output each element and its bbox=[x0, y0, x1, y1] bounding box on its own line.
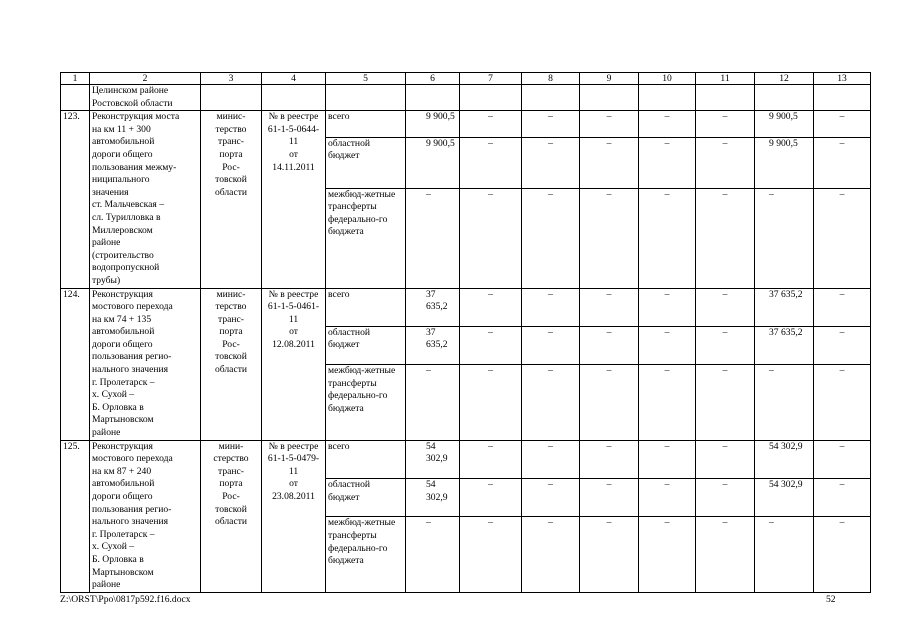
customer bbox=[201, 111, 262, 288]
value-cell-c7: – bbox=[460, 326, 522, 364]
value-cell-c11: – bbox=[696, 111, 755, 137]
registry-entry-line: 61-1-5-0644- bbox=[267, 123, 320, 135]
value-cell-c12: 9 900,5 bbox=[755, 137, 814, 188]
value-cell-c13: – bbox=[814, 111, 871, 137]
header-cell: 2 bbox=[90, 73, 201, 85]
object-name bbox=[90, 440, 201, 592]
value-cell-c10: – bbox=[639, 440, 696, 478]
header-cell: 1 bbox=[61, 73, 90, 85]
object-name-line: автомобильной bbox=[92, 136, 155, 148]
object-name-line: районе bbox=[92, 237, 121, 249]
object-name-line: Миллеровском bbox=[92, 224, 153, 236]
registry-entry-line: № в реестре bbox=[268, 440, 319, 452]
registry-entry-line: 11 bbox=[288, 313, 299, 325]
registry-entry-line: № в реестре bbox=[268, 111, 319, 123]
value-cell-c7: – bbox=[460, 137, 522, 188]
customer-line: товской bbox=[215, 351, 247, 363]
object-name-line: Б. Орловка в bbox=[92, 401, 144, 413]
registry-entry bbox=[262, 111, 326, 288]
value-cell-c9: – bbox=[580, 365, 639, 440]
value-cell-c9: – bbox=[580, 517, 639, 592]
table-row bbox=[61, 111, 871, 137]
value-cell-c7: – bbox=[460, 288, 522, 326]
value-cell-c8: – bbox=[522, 326, 580, 364]
object-name-line: г. Пролетарск – bbox=[92, 376, 155, 388]
customer bbox=[201, 288, 262, 440]
object-name-line: пользования межму- bbox=[92, 161, 177, 173]
budget-table bbox=[60, 72, 871, 593]
value-cell-c10: – bbox=[639, 326, 696, 364]
object-name-line: Б. Орловка в bbox=[92, 553, 144, 565]
value-cell-c13: – bbox=[814, 188, 871, 288]
funding-source: межбюд-жетные трансферты федерально-го бюджета bbox=[326, 188, 406, 288]
object-name-line: пользования регио- bbox=[92, 351, 172, 363]
value-cell-c9: – bbox=[580, 111, 639, 137]
value-cell-c13: – bbox=[814, 517, 871, 592]
registry-entry-line: 12.08.2011 bbox=[272, 338, 315, 350]
value-cell-c6: 37 635,2 bbox=[406, 288, 460, 326]
value-cell-c10: – bbox=[639, 517, 696, 592]
object-name-line: на км 11 + 300 bbox=[92, 123, 151, 135]
row-number: 124. bbox=[61, 288, 90, 440]
registry-entry-line: 23.08.2011 bbox=[272, 491, 315, 502]
registry-entry-line: от bbox=[289, 478, 298, 490]
funding-source: межбюд-жетные трансферты федерально-го бюджета bbox=[326, 517, 406, 592]
value-cell-c8: – bbox=[522, 111, 580, 137]
customer-line: области bbox=[214, 186, 248, 198]
header-cell: 4 bbox=[262, 73, 326, 85]
customer-line: товской bbox=[215, 503, 247, 515]
value-cell-c11: – bbox=[696, 479, 755, 517]
value-cell-c6: 54 302,9 bbox=[406, 440, 460, 478]
header-cell: 10 bbox=[639, 73, 696, 85]
registry-entry bbox=[262, 440, 326, 592]
continuation-row bbox=[61, 85, 871, 111]
value-cell-c12: – bbox=[755, 188, 814, 288]
header-cell: 9 bbox=[580, 73, 639, 85]
value-cell-c12: 37 635,2 bbox=[755, 326, 814, 364]
object-name-line: пользования регио- bbox=[92, 503, 172, 515]
value-cell-c7: – bbox=[460, 188, 522, 288]
object-name-line: дороги общего bbox=[92, 338, 153, 350]
value-cell-c8: – bbox=[522, 188, 580, 288]
object-name-line: ниципального bbox=[92, 174, 150, 186]
row-number: 125. bbox=[61, 440, 90, 592]
value-cell-c13: – bbox=[814, 288, 871, 326]
customer-line: порта bbox=[219, 148, 243, 160]
object-name-line: х. Сухой – bbox=[92, 389, 135, 401]
customer-line: Рос- bbox=[222, 491, 240, 502]
value-cell-c9: – bbox=[580, 288, 639, 326]
object-name-line: Реконструкция bbox=[92, 440, 153, 452]
value-cell-c8: – bbox=[522, 440, 580, 478]
funding-source: всего bbox=[326, 288, 406, 326]
object-name-line: нального значения bbox=[92, 364, 169, 376]
file-path: Z:\ORST\Ppo\0817p592.f16.docx bbox=[60, 594, 191, 605]
customer-line: терство bbox=[215, 123, 247, 135]
value-cell-c10: – bbox=[639, 111, 696, 137]
value-cell-c7: – bbox=[460, 517, 522, 592]
object-name-line: автомобильной bbox=[92, 326, 155, 338]
object-name-line: Мартыновском bbox=[92, 414, 154, 426]
value-cell-c12: 37 635,2 bbox=[755, 288, 814, 326]
funding-source: областной бюджет bbox=[326, 479, 406, 517]
value-cell-c6: 37 635,2 bbox=[406, 326, 460, 364]
value-cell-c11: – bbox=[696, 365, 755, 440]
customer-line: минис- bbox=[216, 111, 246, 123]
value-cell-c8: – bbox=[522, 517, 580, 592]
registry-entry-line: 11 bbox=[288, 465, 299, 477]
object-name-line: на км 74 + 135 bbox=[92, 313, 152, 325]
value-cell-c9: – bbox=[580, 188, 639, 288]
value-cell-c9: – bbox=[580, 479, 639, 517]
customer-line: транс- bbox=[218, 465, 244, 477]
header-cell: 13 bbox=[814, 73, 871, 85]
object-name-line: Мартыновском bbox=[92, 566, 154, 578]
object-name-line: мостового перехода bbox=[92, 301, 173, 313]
registry-entry-line: 14.11.2011 bbox=[272, 161, 315, 173]
header-cell: 6 bbox=[406, 73, 460, 85]
value-cell-c6: – bbox=[406, 188, 460, 288]
object-name: Целинском районе Ростовской области bbox=[90, 85, 201, 111]
registry-entry-line: 11 bbox=[288, 136, 299, 148]
value-cell-c13: – bbox=[814, 326, 871, 364]
value-cell-c9: – bbox=[580, 440, 639, 478]
customer-line: области bbox=[214, 516, 248, 528]
header-row bbox=[61, 73, 871, 85]
value-cell-c11: – bbox=[696, 288, 755, 326]
object-name-line: районе bbox=[92, 579, 121, 591]
object-name-line: мостового перехода bbox=[92, 453, 173, 465]
customer-line: товской bbox=[215, 174, 247, 186]
header-cell: 5 bbox=[326, 73, 406, 85]
customer-line: области bbox=[214, 364, 248, 376]
object-name-line: нального значения bbox=[92, 516, 169, 528]
value-cell-c13: – bbox=[814, 479, 871, 517]
value-cell-c10: – bbox=[639, 479, 696, 517]
funding-source: областной бюджет bbox=[326, 137, 406, 188]
customer bbox=[201, 440, 262, 592]
header-cell: 8 bbox=[522, 73, 580, 85]
value-cell-c12: 54 302,9 bbox=[755, 440, 814, 478]
value-cell-c6: 9 900,5 bbox=[406, 137, 460, 188]
object-name-line: сл. Турилловка в bbox=[92, 211, 161, 223]
object-name-line: районе bbox=[92, 427, 121, 439]
value-cell-c9: – bbox=[580, 137, 639, 188]
value-cell-c11: – bbox=[696, 517, 755, 592]
customer-line: Рос- bbox=[222, 161, 240, 173]
customer-line: транс- bbox=[218, 136, 244, 148]
value-cell-c9: – bbox=[580, 326, 639, 364]
value-cell-c7: – bbox=[460, 440, 522, 478]
value-cell-c13: – bbox=[814, 440, 871, 478]
value-cell-c7: – bbox=[460, 111, 522, 137]
header-cell: 7 bbox=[460, 73, 522, 85]
customer-line: стерство bbox=[213, 453, 249, 465]
table-row bbox=[61, 288, 871, 326]
object-name-line: (строительство bbox=[92, 249, 154, 261]
object-name bbox=[90, 111, 201, 288]
object-name-line: трубы) bbox=[92, 274, 121, 286]
value-cell-c8: – bbox=[522, 479, 580, 517]
value-cell-c7: – bbox=[460, 365, 522, 440]
value-cell-c11: – bbox=[696, 137, 755, 188]
customer-line: мини- bbox=[218, 440, 244, 452]
object-name bbox=[90, 288, 201, 440]
object-name-line: г. Пролетарск – bbox=[92, 528, 155, 540]
customer-line: минис- bbox=[216, 288, 246, 300]
object-name-line: значения bbox=[92, 186, 129, 198]
object-name-line: дороги общего bbox=[92, 491, 153, 502]
object-name-line: Реконструкция bbox=[92, 288, 153, 300]
object-name-line: дороги общего bbox=[92, 148, 153, 160]
row-number: 123. bbox=[61, 111, 90, 288]
registry-entry-line: от bbox=[289, 326, 298, 338]
value-cell-c12: – bbox=[755, 517, 814, 592]
value-cell-c6: 54 302,9 bbox=[406, 479, 460, 517]
value-cell-c10: – bbox=[639, 137, 696, 188]
value-cell-c8: – bbox=[522, 137, 580, 188]
registry-entry-line: 61-1-5-0461- bbox=[267, 301, 320, 313]
value-cell-c6: 9 900,5 bbox=[406, 111, 460, 137]
value-cell-c12: 9 900,5 bbox=[755, 111, 814, 137]
customer-line: Рос- bbox=[222, 338, 240, 350]
object-name-line: автомобильной bbox=[92, 478, 155, 490]
object-name-line: Реконструкция моста bbox=[92, 111, 180, 123]
value-cell-c8: – bbox=[522, 288, 580, 326]
registry-entry bbox=[262, 288, 326, 440]
value-cell-c10: – bbox=[639, 365, 696, 440]
value-cell-c11: – bbox=[696, 440, 755, 478]
header-cell: 11 bbox=[696, 73, 755, 85]
registry-entry-line: № в реестре bbox=[268, 288, 319, 300]
header-cell: 12 bbox=[755, 73, 814, 85]
value-cell-c10: – bbox=[639, 288, 696, 326]
object-name-line: на км 87 + 240 bbox=[92, 465, 152, 477]
registry-entry-line: от bbox=[289, 148, 298, 160]
value-cell-c11: – bbox=[696, 188, 755, 288]
value-cell-c7: – bbox=[460, 479, 522, 517]
customer-line: транс- bbox=[218, 313, 244, 325]
object-name-line: х. Сухой – bbox=[92, 541, 135, 553]
value-cell-c13: – bbox=[814, 365, 871, 440]
header-cell: 3 bbox=[201, 73, 262, 85]
funding-source: межбюд-жетные трансферты федерально-го бюджета bbox=[326, 365, 406, 440]
customer-line: порта bbox=[219, 478, 243, 490]
value-cell-c10: – bbox=[639, 188, 696, 288]
value-cell-c13: – bbox=[814, 137, 871, 188]
table-row bbox=[61, 440, 871, 478]
object-name-line: ст. Мальчевская – bbox=[92, 199, 165, 211]
funding-source: всего bbox=[326, 440, 406, 478]
value-cell-c12: 54 302,9 bbox=[755, 479, 814, 517]
value-cell-c12: – bbox=[755, 365, 814, 440]
registry-entry-line: 61-1-5-0479- bbox=[267, 453, 320, 465]
funding-source: всего bbox=[326, 111, 406, 137]
page-number: 52 bbox=[826, 594, 836, 605]
funding-source: областной бюджет bbox=[326, 326, 406, 364]
customer-line: порта bbox=[219, 326, 243, 338]
value-cell-c8: – bbox=[522, 365, 580, 440]
customer-line: терство bbox=[215, 301, 247, 313]
object-name-line: водопропускной bbox=[92, 262, 160, 274]
value-cell-c6: – bbox=[406, 365, 460, 440]
value-cell-c11: – bbox=[696, 326, 755, 364]
value-cell-c6: – bbox=[406, 517, 460, 592]
